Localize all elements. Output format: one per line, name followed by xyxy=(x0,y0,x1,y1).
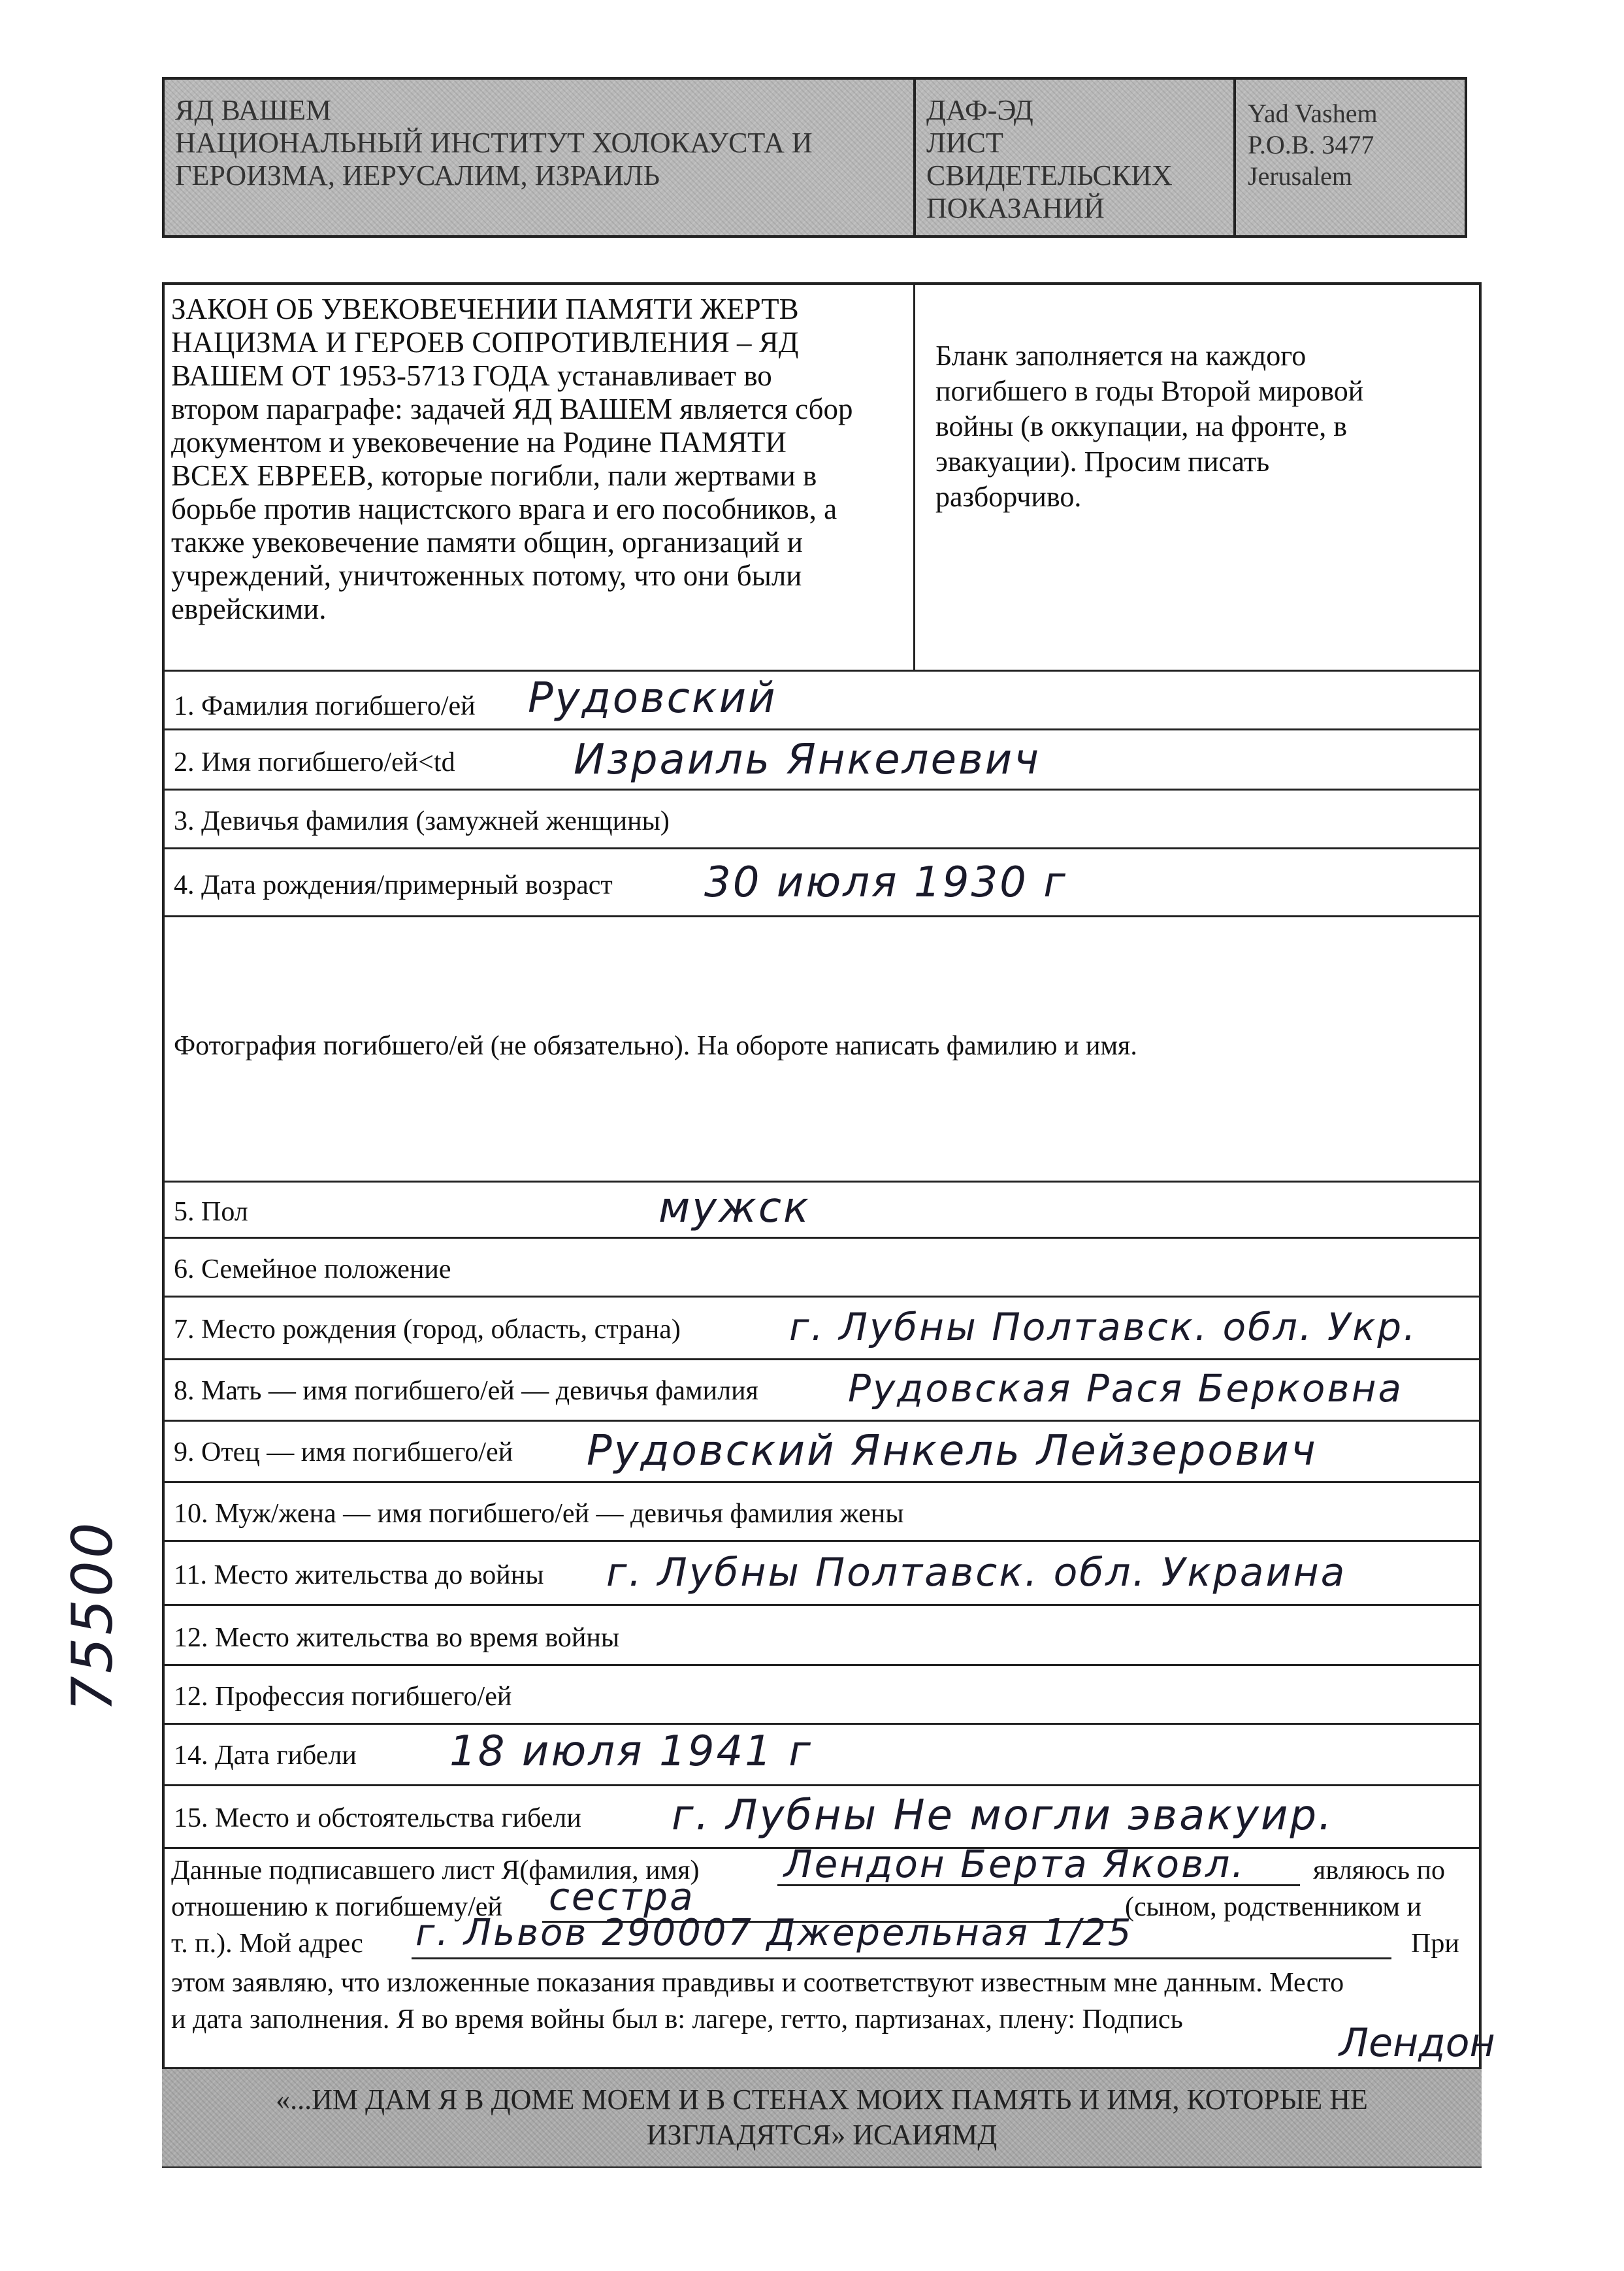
field-label: 8. Мать — имя погибшего/ей — девичья фамилия xyxy=(174,1376,758,1406)
field-label: 5. Пол xyxy=(174,1197,248,1227)
header-line: ЛИСТ xyxy=(926,127,1003,159)
field-label: 12. Профессия погибшего/ей xyxy=(174,1682,512,1712)
field-value: г. Лубны Полтавск. обл. Укр. xyxy=(789,1305,1418,1349)
field-row-mother xyxy=(162,1360,1482,1422)
header-line: ЯД ВАШЕМ xyxy=(175,94,332,126)
field-value: Израиль Янкелевич xyxy=(574,736,1041,784)
instruction-line: эвакуации). Просим писать xyxy=(935,446,1270,478)
signer-address: г. Львов 290007 Джерельная 1/25 xyxy=(415,1912,1133,1954)
field-value: Рудовский Янкель Лейзерович xyxy=(587,1427,1318,1475)
intro-instructions xyxy=(935,338,1458,574)
declaration-text: (сыном, родственником и xyxy=(1125,1892,1421,1922)
instruction-line: разборчиво. xyxy=(935,481,1082,513)
header-line: НАЦИОНАЛЬНЫЙ ИНСТИТУТ ХОЛОКАУСТА И xyxy=(175,127,813,159)
field-label: Фотография погибшего/ей (не обязательно). На обороте написать фамилию и имя. xyxy=(174,1031,1137,1061)
field-label: 11. Место жительства до войны xyxy=(174,1560,544,1590)
intro-line: втором параграфе: задачей ЯД ВАШЕМ является сбор xyxy=(171,393,853,425)
field-value: Рудовский xyxy=(528,674,777,723)
archive-number: 75500 xyxy=(60,1520,125,1712)
intro-line: ЗАКОН ОБ УВЕКОВЕЧЕНИИ ПАМЯТИ ЖЕРТВ xyxy=(171,293,799,325)
declaration-text: При xyxy=(1411,1929,1459,1959)
declaration-text: Данные подписавшего лист Я(фамилия, имя) xyxy=(171,1855,700,1886)
field-value: 18 июля 1941 г xyxy=(449,1727,813,1776)
quote-line: «...ИМ ДАМ Я В ДОМЕ МОЕМ И В СТЕНАХ МОИХ ПАМЯТЬ И ИМЯ, КОТОРЫЕ НЕ xyxy=(276,2083,1368,2116)
signer-relation: сестра xyxy=(549,1874,695,1919)
field-row-residence-during-war xyxy=(162,1606,1482,1666)
intro-line: документом и увековечение на Родине ПАМЯТИ xyxy=(171,426,787,459)
field-value: г. Лубны Полтавск. обл. Украина xyxy=(606,1550,1347,1595)
field-label: 4. Дата рождения/примерный возраст xyxy=(174,870,613,900)
field-value: Рудовская Рася Берковна xyxy=(848,1366,1404,1411)
intro-line: ВАШЕМ ОТ 1953-5713 ГОДА устанавливает во xyxy=(171,359,772,392)
field-label: 6. Семейное положение xyxy=(174,1254,451,1284)
field-value: 30 июля 1930 г xyxy=(704,858,1067,907)
intro-law-text xyxy=(171,293,903,659)
intro-line: учреждений, уничтоженных потому, что они были xyxy=(171,559,802,592)
underline xyxy=(777,1884,1300,1886)
field-row-first-name xyxy=(162,730,1482,791)
quote-line: ИЗГЛАДЯТСЯ» ИСАИЯМД xyxy=(646,2119,998,2151)
field-row-marital-status xyxy=(162,1239,1482,1298)
intro-line: борьбе против нацистского врага и его пособников, а xyxy=(171,493,837,525)
field-label: 7. Место рождения (город, область, страна) xyxy=(174,1315,681,1345)
field-label: 2. Имя погибшего/ей<td xyxy=(174,747,455,777)
field-row-birthplace xyxy=(162,1298,1482,1360)
intro-line: ВСЕХ ЕВРЕЕВ, которые погибли, пали жертвами в xyxy=(171,459,817,492)
quote-band xyxy=(162,2067,1482,2166)
header-line: P.O.B. 3477 xyxy=(1248,130,1374,159)
field-row-father xyxy=(162,1422,1482,1483)
header-line: ГЕРОИЗМА, ИЕРУСАЛИМ, ИЗРАИЛЬ xyxy=(175,159,660,191)
intro-line: также увековечение памяти общин, организаций и xyxy=(171,526,803,559)
header-line: ДАФ-ЭД xyxy=(926,94,1033,126)
field-row-profession xyxy=(162,1666,1482,1725)
header-address xyxy=(1236,80,1465,235)
field-row-photo xyxy=(162,917,1482,1183)
intro-line: еврейскими. xyxy=(171,593,327,625)
header-institute xyxy=(165,80,916,235)
header-line: СВИДЕТЕЛЬСКИХ xyxy=(926,159,1173,191)
declaration-text: и дата заполнения. Я во время войны был в: лагере, гетто, партизанах, плену: Подпись xyxy=(171,2004,1183,2034)
field-label: 15. Место и обстоятельства гибели xyxy=(174,1803,581,1833)
field-label: 10. Муж/жена — имя погибшего/ей — девичья фамилия жены xyxy=(174,1499,904,1529)
field-label: 3. Девичья фамилия (замужней женщины) xyxy=(174,806,670,836)
signer-name: Лендон Берта Яковл. xyxy=(784,1842,1246,1886)
field-row-birth-date xyxy=(162,849,1482,917)
declaration-text: являюсь по xyxy=(1313,1855,1446,1886)
field-row-spouse xyxy=(162,1483,1482,1542)
field-label: 14. Дата гибели xyxy=(174,1740,357,1771)
signature: Лендон xyxy=(1339,2020,1495,2066)
form-header xyxy=(162,77,1467,238)
declaration-text: этом заявляю, что изложенные показания правдивы и соответствуют известным мне данным. Место xyxy=(171,1968,1344,1998)
header-form-title xyxy=(916,80,1236,235)
field-row-gender xyxy=(162,1183,1482,1239)
field-value: мужск xyxy=(658,1184,811,1232)
header-line: Yad Vashem xyxy=(1248,99,1378,128)
field-row-death-date xyxy=(162,1725,1482,1786)
field-label: 9. Отец — имя погибшего/ей xyxy=(174,1437,513,1467)
declaration-text: отношению к погибшему/ей xyxy=(171,1892,502,1922)
instruction-line: войны (в оккупации, на фронте, в xyxy=(935,410,1348,442)
intro-line: НАЦИЗМА И ГЕРОЕВ СОПРОТИВЛЕНИЯ – ЯД xyxy=(171,326,799,359)
field-row-residence-before-war xyxy=(162,1542,1482,1606)
instruction-line: Бланк заполняется на каждого xyxy=(935,340,1307,372)
field-value: г. Лубны Не могли эвакуир. xyxy=(672,1791,1334,1840)
intro-divider xyxy=(913,282,915,672)
field-row-maiden-name xyxy=(162,791,1482,849)
declaration-text: т. п.). Мой адрес xyxy=(171,1929,363,1959)
field-label: 1. Фамилия погибшего/ей xyxy=(174,691,476,721)
instruction-line: погибшего в годы Второй мировой xyxy=(935,375,1364,407)
field-row-death-place xyxy=(162,1786,1482,1849)
field-row-surname xyxy=(162,672,1482,730)
header-line: ПОКАЗАНИЙ xyxy=(926,192,1105,224)
header-line: Jerusalem xyxy=(1248,161,1352,191)
underline xyxy=(412,1957,1391,1959)
field-label: 12. Место жительства во время войны xyxy=(174,1623,620,1653)
